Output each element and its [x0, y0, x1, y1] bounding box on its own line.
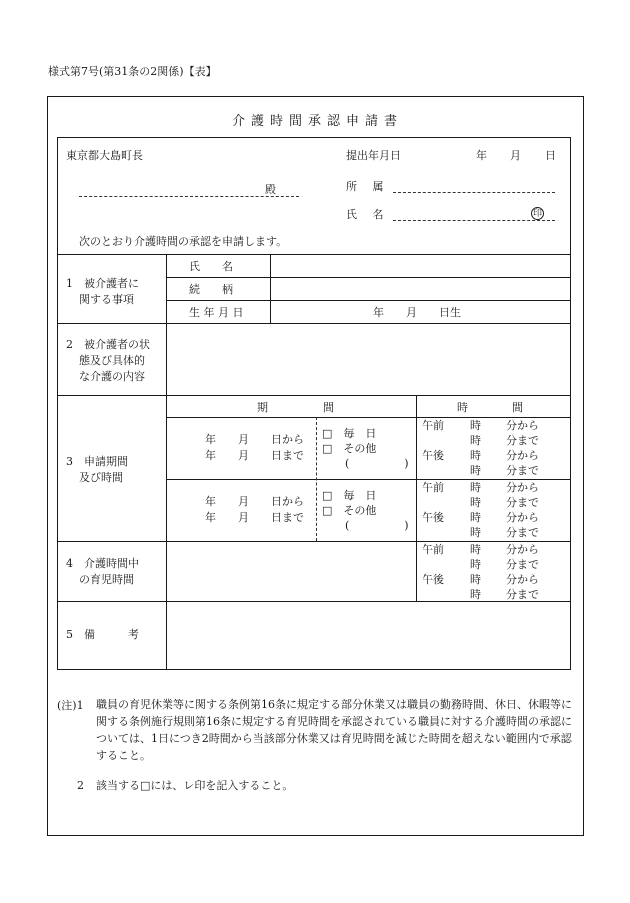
hour-label: 時: [470, 496, 481, 509]
seal-mark: 印: [532, 209, 542, 219]
section1-divider: [270, 254, 271, 323]
note2-text: 該当する□には、レ印を記入すること。: [96, 779, 294, 792]
hour-label: 時: [470, 588, 481, 601]
section4-label: の育児時間: [79, 573, 134, 586]
row-divider: [57, 254, 571, 255]
section1-label: 1 被介護者に: [66, 277, 139, 290]
hour-label: 時: [470, 481, 481, 494]
period-until: 年 月 日まで: [205, 449, 304, 462]
time-header: 時 間: [457, 401, 523, 414]
am-label: 午前: [422, 419, 444, 432]
pm-label: 午後: [422, 449, 444, 462]
other-paren: ( ): [345, 519, 409, 532]
honorific: 殿: [265, 183, 276, 196]
until-label: 分まで: [506, 558, 539, 571]
hour-label: 時: [470, 573, 481, 586]
form-number: 様式第7号(第31条の2関係)【表】: [48, 65, 217, 78]
name-line[interactable]: [393, 220, 555, 221]
from-label: 分から: [506, 449, 539, 462]
hour-label: 時: [470, 526, 481, 539]
from-label: 分から: [506, 543, 539, 556]
section4-label: 4 介護時間中: [66, 557, 139, 570]
other-checkbox[interactable]: □ その他: [322, 504, 377, 517]
section3-label: 及び時間: [79, 471, 123, 484]
affiliation-label: 所 属: [346, 180, 390, 193]
row-divider: [166, 277, 571, 278]
other-paren: ( ): [345, 457, 409, 470]
affiliation-line[interactable]: [393, 192, 555, 193]
until-label: 分まで: [506, 434, 539, 447]
date-day: 日: [545, 149, 556, 162]
period-from: 年 月 日から: [205, 433, 304, 446]
until-label: 分まで: [506, 496, 539, 509]
from-label: 分から: [506, 511, 539, 524]
addressee: 東京都大島町長: [66, 149, 143, 162]
until-label: 分まで: [506, 588, 539, 601]
hour-label: 時: [470, 449, 481, 462]
patient-name-label: 氏 名: [189, 260, 233, 273]
daily-checkbox[interactable]: □ 毎 日: [322, 489, 377, 502]
hour-label: 時: [470, 434, 481, 447]
date-month: 月: [510, 149, 521, 162]
name-label: 氏 名: [346, 208, 390, 221]
period-header: 期 間: [257, 401, 334, 414]
section3-period-divider: [316, 417, 317, 541]
hour-label: 時: [470, 419, 481, 432]
section1-label: 関する事項: [79, 293, 134, 306]
other-checkbox[interactable]: □ その他: [322, 442, 377, 455]
hour-label: 時: [470, 464, 481, 477]
until-label: 分まで: [506, 464, 539, 477]
row-divider: [166, 417, 571, 418]
row-divider: [166, 300, 571, 301]
row-divider: [57, 395, 571, 396]
from-label: 分から: [506, 481, 539, 494]
row-divider: [57, 323, 571, 324]
pm-label: 午後: [422, 511, 444, 524]
label-column-divider: [166, 254, 167, 670]
note2-prefix: 2: [77, 779, 84, 792]
section3-label: 3 申請期間: [66, 455, 128, 468]
dob-label: 生 年 月 日: [189, 306, 244, 319]
addressee-line: [79, 196, 299, 197]
section2-label: 2 被介護者の状: [66, 338, 150, 351]
note1-prefix: (注)1: [57, 699, 84, 712]
request-text: 次のとおり介護時間の承認を申請します。: [79, 235, 288, 248]
section3-time-divider: [416, 395, 417, 601]
relation-label: 続 柄: [189, 283, 233, 296]
submit-date-label: 提出年月日: [346, 149, 401, 162]
am-label: 午前: [422, 543, 444, 556]
hour-label: 時: [470, 511, 481, 524]
row-divider: [57, 601, 571, 602]
from-label: 分から: [506, 573, 539, 586]
daily-checkbox[interactable]: □ 毎 日: [322, 427, 377, 440]
section2-label: 態及び具体的: [79, 354, 145, 367]
period-from: 年 月 日から: [205, 495, 304, 508]
hour-label: 時: [470, 558, 481, 571]
until-label: 分まで: [506, 526, 539, 539]
section5-label: 5 備 考: [66, 628, 139, 641]
pm-label: 午後: [422, 573, 444, 586]
am-label: 午前: [422, 481, 444, 494]
section2-label: な介護の内容: [79, 370, 145, 383]
dob-value: 年 月 日生: [373, 306, 461, 319]
hour-label: 時: [470, 543, 481, 556]
form-title: 介護時間承認申請書: [232, 114, 404, 129]
row-divider: [166, 479, 571, 480]
note1-text: 職員の育児休業等に関する条例第16条に規定する部分休業又は職員の勤務時間、休日、休暇等に関する条例施行規則第16条に規定する育児時間を承認されている職員に対する介護時間の承認については、1日につき2時間から当該部分休業又は育児時間を減じた時間を超えない範囲内で承認すること。: [96, 698, 572, 762]
period-until: 年 月 日まで: [205, 511, 304, 524]
date-year: 年: [476, 149, 487, 162]
row-divider: [57, 541, 571, 542]
from-label: 分から: [506, 419, 539, 432]
